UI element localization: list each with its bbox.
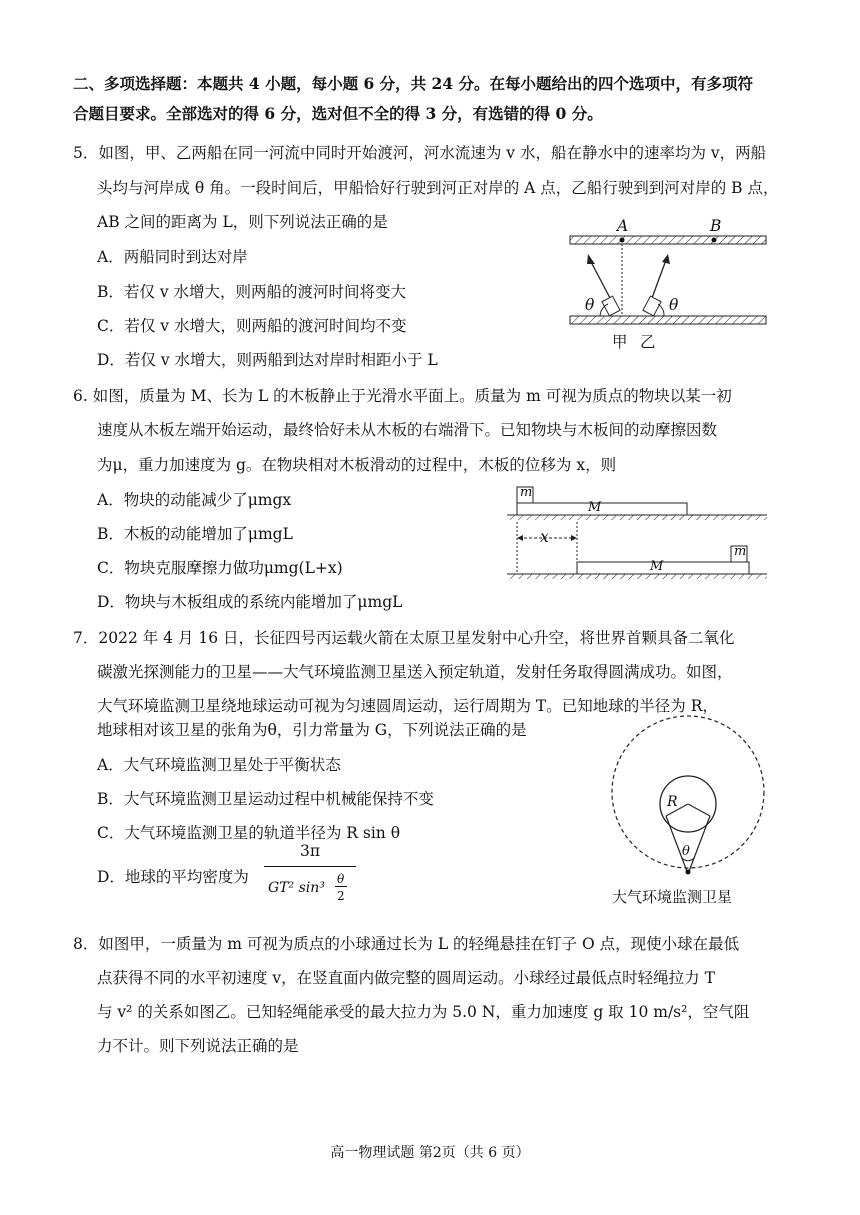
q6-label-M-top: M (588, 500, 602, 515)
q5-option-c: C．若仅 v 水增大，则两船的渡河时间均不变 (97, 317, 407, 335)
q7-option-b: B．大气环境监测卫星运动过程中机械能保持不变 (97, 790, 434, 808)
q5-theta-right: θ (669, 296, 679, 314)
q5-stem-line1: 5．如图，甲、乙两船在同一河流中同时开始渡河，河水流速为 v 水，船在静水中的速率均为 v，两船 (73, 144, 767, 162)
q8-stem-line3: 与 v² 的关系如图乙。已知轻绳能承受的最大拉力为 5.0 N，重力加速度 g 取 10 m/s²，空气阻 (97, 1003, 750, 1021)
q5-stem-line2: 头均与河岸成 θ 角。一段时间后，甲船恰好行驶到河正对岸的 A 点，乙船行驶到到河对岸的 B 点， (97, 179, 779, 197)
q7-label-theta: θ (682, 844, 690, 859)
q7-d-theta: θ (337, 872, 345, 886)
q7-label-R: R (667, 794, 678, 810)
q7-d-numerator: 3π (299, 842, 321, 860)
q6-option-d: D．物块与木板组成的系统内能增加了μmgL (97, 593, 403, 611)
q5-boat-jia: 甲 (612, 333, 628, 351)
q6-label-x: x (540, 528, 549, 546)
page-footer: 高一物理试题 第2页（共 6 页） (330, 1145, 530, 1161)
q7-d-small-bar (335, 886, 347, 887)
q6-option-b: B．木板的动能增加了μmgL (97, 525, 293, 543)
section-heading-line2: 合题目要求。全部选对的得 6 分，选对但不全的得 3 分，有选错的得 0 分。 (73, 104, 603, 123)
q7-d-two: 2 (337, 889, 345, 903)
q7-option-c: C．大气环境监测卫星的轨道半径为 R sin θ (97, 824, 401, 842)
q7-stem-line3: 大气环境监测卫星绕地球运动可视为匀速圆周运动，运行周期为 T。已知地球的半径为 R， (97, 697, 718, 715)
q6-label-M-bottom: M (650, 559, 664, 574)
q5-label-b: B (710, 217, 722, 235)
q8-stem-line1: 8．如图甲，一质量为 m 可视为质点的小球通过长为 L 的轻绳悬挂在钉子 O 点，现使小球在最低 (73, 935, 740, 953)
q5-option-b: B．若仅 v 水增大，则两船的渡河时间将变大 (97, 283, 407, 301)
q5-option-a: A．两船同时到达对岸 (97, 248, 248, 266)
q7-d-fraction-bar (264, 866, 356, 867)
q7-figure-caption: 大气环境监测卫星 (612, 888, 733, 906)
q5-stem-line3: AB 之间的距离为 L，则下列说法正确的是 (97, 213, 388, 231)
q5-boat-yi: 乙 (640, 333, 656, 351)
q5-theta-left: θ (585, 296, 595, 314)
q7-stem-line1: 7．2022 年 4 月 16 日，长征四号丙运载火箭在太原卫星发射中心升空，将世界首颗具备二氧化 (73, 629, 735, 647)
q7-d-denominator: GT² sin³ (268, 880, 325, 896)
q7-option-d: D．地球的平均密度为 (97, 868, 249, 886)
q6-label-m-top: m (520, 485, 533, 500)
q6-stem-line3: 为μ，重力加速度为 g。在物块相对木板滑动的过程中，木板的位移为 x，则 (97, 456, 617, 474)
q6-option-a: A．物块的动能减少了μmgx (97, 491, 292, 509)
q5-label-a: A (617, 217, 629, 235)
q7-stem-line2: 碳激光探测能力的卫星——大气环境监测卫星送入预定轨道，发射任务取得圆满成功。如图， (97, 663, 733, 681)
q7-option-a: A．大气环境监测卫星处于平衡状态 (97, 756, 341, 774)
q7-stem-line4: 地球相对该卫星的张角为θ，引力常量为 G，下列说法正确的是 (97, 721, 527, 739)
q8-stem-line4: 力不计。则下列说法正确的是 (97, 1037, 299, 1055)
section-heading-line1: 二、多项选择题：本题共 4 小题，每小题 6 分，共 24 分。在每小题给出的四个选项中，有多项符 (73, 74, 754, 93)
q6-stem-line2: 速度从木板左端开始运动，最终恰好未从木板的右端滑下。已知物块与木板间的动摩擦因数 (97, 421, 718, 439)
q6-option-c: C．物块克服摩擦力做功μmg(L+x) (97, 559, 343, 577)
q5-option-d: D．若仅 v 水增大，则两船到达对岸时相距小于 L (97, 351, 438, 369)
q6-label-m-bottom: m (734, 544, 747, 559)
q8-stem-line2: 点获得不同的水平初速度 v，在竖直面内做完整的圆周运动。小球经过最低点时轻绳拉力 T (97, 969, 715, 987)
q6-stem-line1: 6. 如图，质量为 M、长为 L 的木板静止于光滑水平面上。质量为 m 可视为质点的物块以某一初 (73, 387, 732, 405)
